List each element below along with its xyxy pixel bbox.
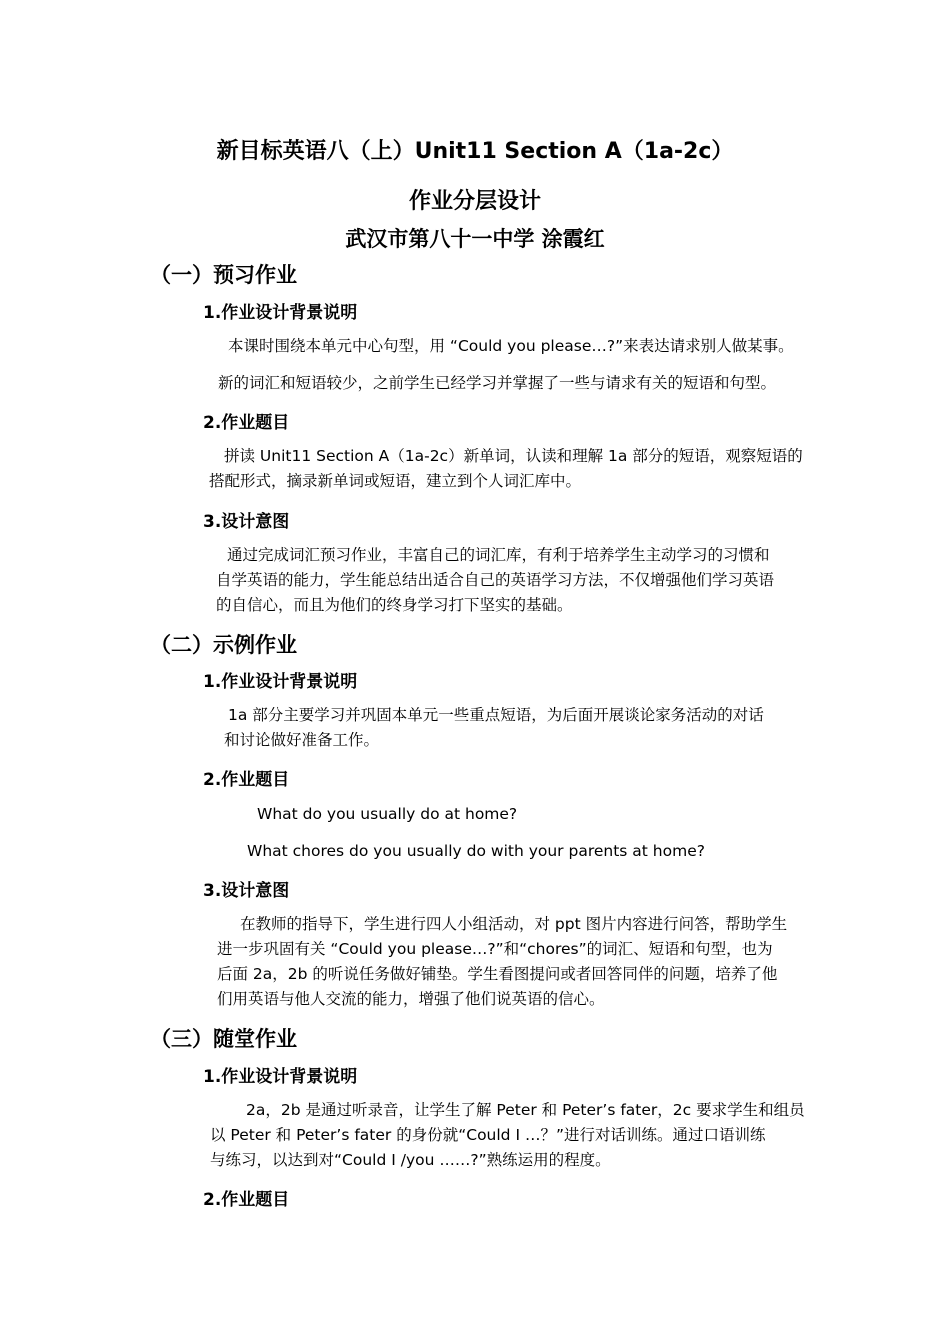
section-1-intent-line-3: 的自信心，而且为他们的终身学习打下坚实的基础。 bbox=[216, 596, 573, 614]
section-2-background-heading: 1.作业设计背景说明 bbox=[203, 672, 358, 692]
section-1-task-line-2: 搭配形式，摘录新单词或短语，建立到个人词汇库中。 bbox=[209, 472, 582, 490]
section-3-heading: （三）随堂作业 bbox=[150, 1027, 297, 1051]
section-1-task-heading: 2.作业题目 bbox=[203, 413, 290, 433]
section-3-background-line-2: 以 Peter 和 Peter’s fater 的身份就“Could I …？”进行对话训练。通过口语训练 bbox=[210, 1126, 766, 1144]
section-3-background-line-1: 2a，2b 是通过听录音，让学生了解 Peter 和 Peter’s fater，2c 要求学生和组员 bbox=[246, 1101, 805, 1119]
section-3-background-line-3: 与练习，以达到对“Could I /you ……?”熟练运用的程度。 bbox=[210, 1151, 611, 1169]
section-1-intent-line-1: 通过完成词汇预习作业，丰富自己的词汇库，有利于培养学生主动学习的习惯和 bbox=[227, 546, 770, 564]
section-2-task-heading: 2.作业题目 bbox=[203, 770, 290, 790]
section-2-intent-line-4: 们用英语与他人交流的能力，增强了他们说英语的信心。 bbox=[217, 990, 605, 1008]
title-line-1: 新目标英语八（上）Unit11 Section A（1a-2c） bbox=[216, 139, 734, 164]
section-1-background-line-1: 本课时围绕本单元中心句型，用 “Could you please…?”来表达请求别人做某事。 bbox=[228, 337, 794, 355]
title-line-2: 作业分层设计 bbox=[408, 189, 541, 214]
section-2-background-line-2: 和讨论做好准备工作。 bbox=[224, 731, 380, 749]
section-2-task-line-2: What chores do you usually do with your parents at home? bbox=[247, 842, 705, 860]
section-1-task-line-1: 拼读 Unit11 Section A（1a-2c）新单词，认读和理解 1a 部分的短语，观察短语的 bbox=[224, 447, 803, 465]
section-2-intent-line-2: 进一步巩固有关 “Could you please…?”和“chores”的词汇、短语和句型，也为 bbox=[217, 940, 773, 958]
section-1-intent-heading: 3.设计意图 bbox=[203, 512, 290, 532]
author-line: 武汉市第八十一中学 涂霞红 bbox=[345, 227, 605, 251]
section-1-background-line-2: 新的词汇和短语较少，之前学生已经学习并掌握了一些与请求有关的短语和句型。 bbox=[218, 374, 777, 392]
section-1-intent-line-2: 自学英语的能力，学生能总结出适合自己的英语学习方法，不仅增强他们学习英语 bbox=[216, 571, 775, 589]
section-2-task-line-1: What do you usually do at home? bbox=[257, 805, 518, 823]
section-1-background-heading: 1.作业设计背景说明 bbox=[203, 303, 358, 323]
section-3-background-heading: 1.作业设计背景说明 bbox=[203, 1067, 358, 1087]
section-2-heading: （二）示例作业 bbox=[150, 633, 297, 657]
section-3-task-heading: 2.作业题目 bbox=[203, 1190, 290, 1210]
section-2-intent-line-1: 在教师的指导下，学生进行四人小组活动，对 ppt 图片内容进行问答，帮助学生 bbox=[240, 915, 788, 933]
section-2-background-line-1: 1a 部分主要学习并巩固本单元一些重点短语，为后面开展谈论家务活动的对话 bbox=[228, 706, 764, 724]
section-1-heading: （一）预习作业 bbox=[150, 263, 297, 287]
section-2-intent-heading: 3.设计意图 bbox=[203, 881, 290, 901]
section-2-intent-line-3: 后面 2a，2b 的听说任务做好铺垫。学生看图提问或者回答同伴的问题，培养了他 bbox=[217, 965, 778, 983]
